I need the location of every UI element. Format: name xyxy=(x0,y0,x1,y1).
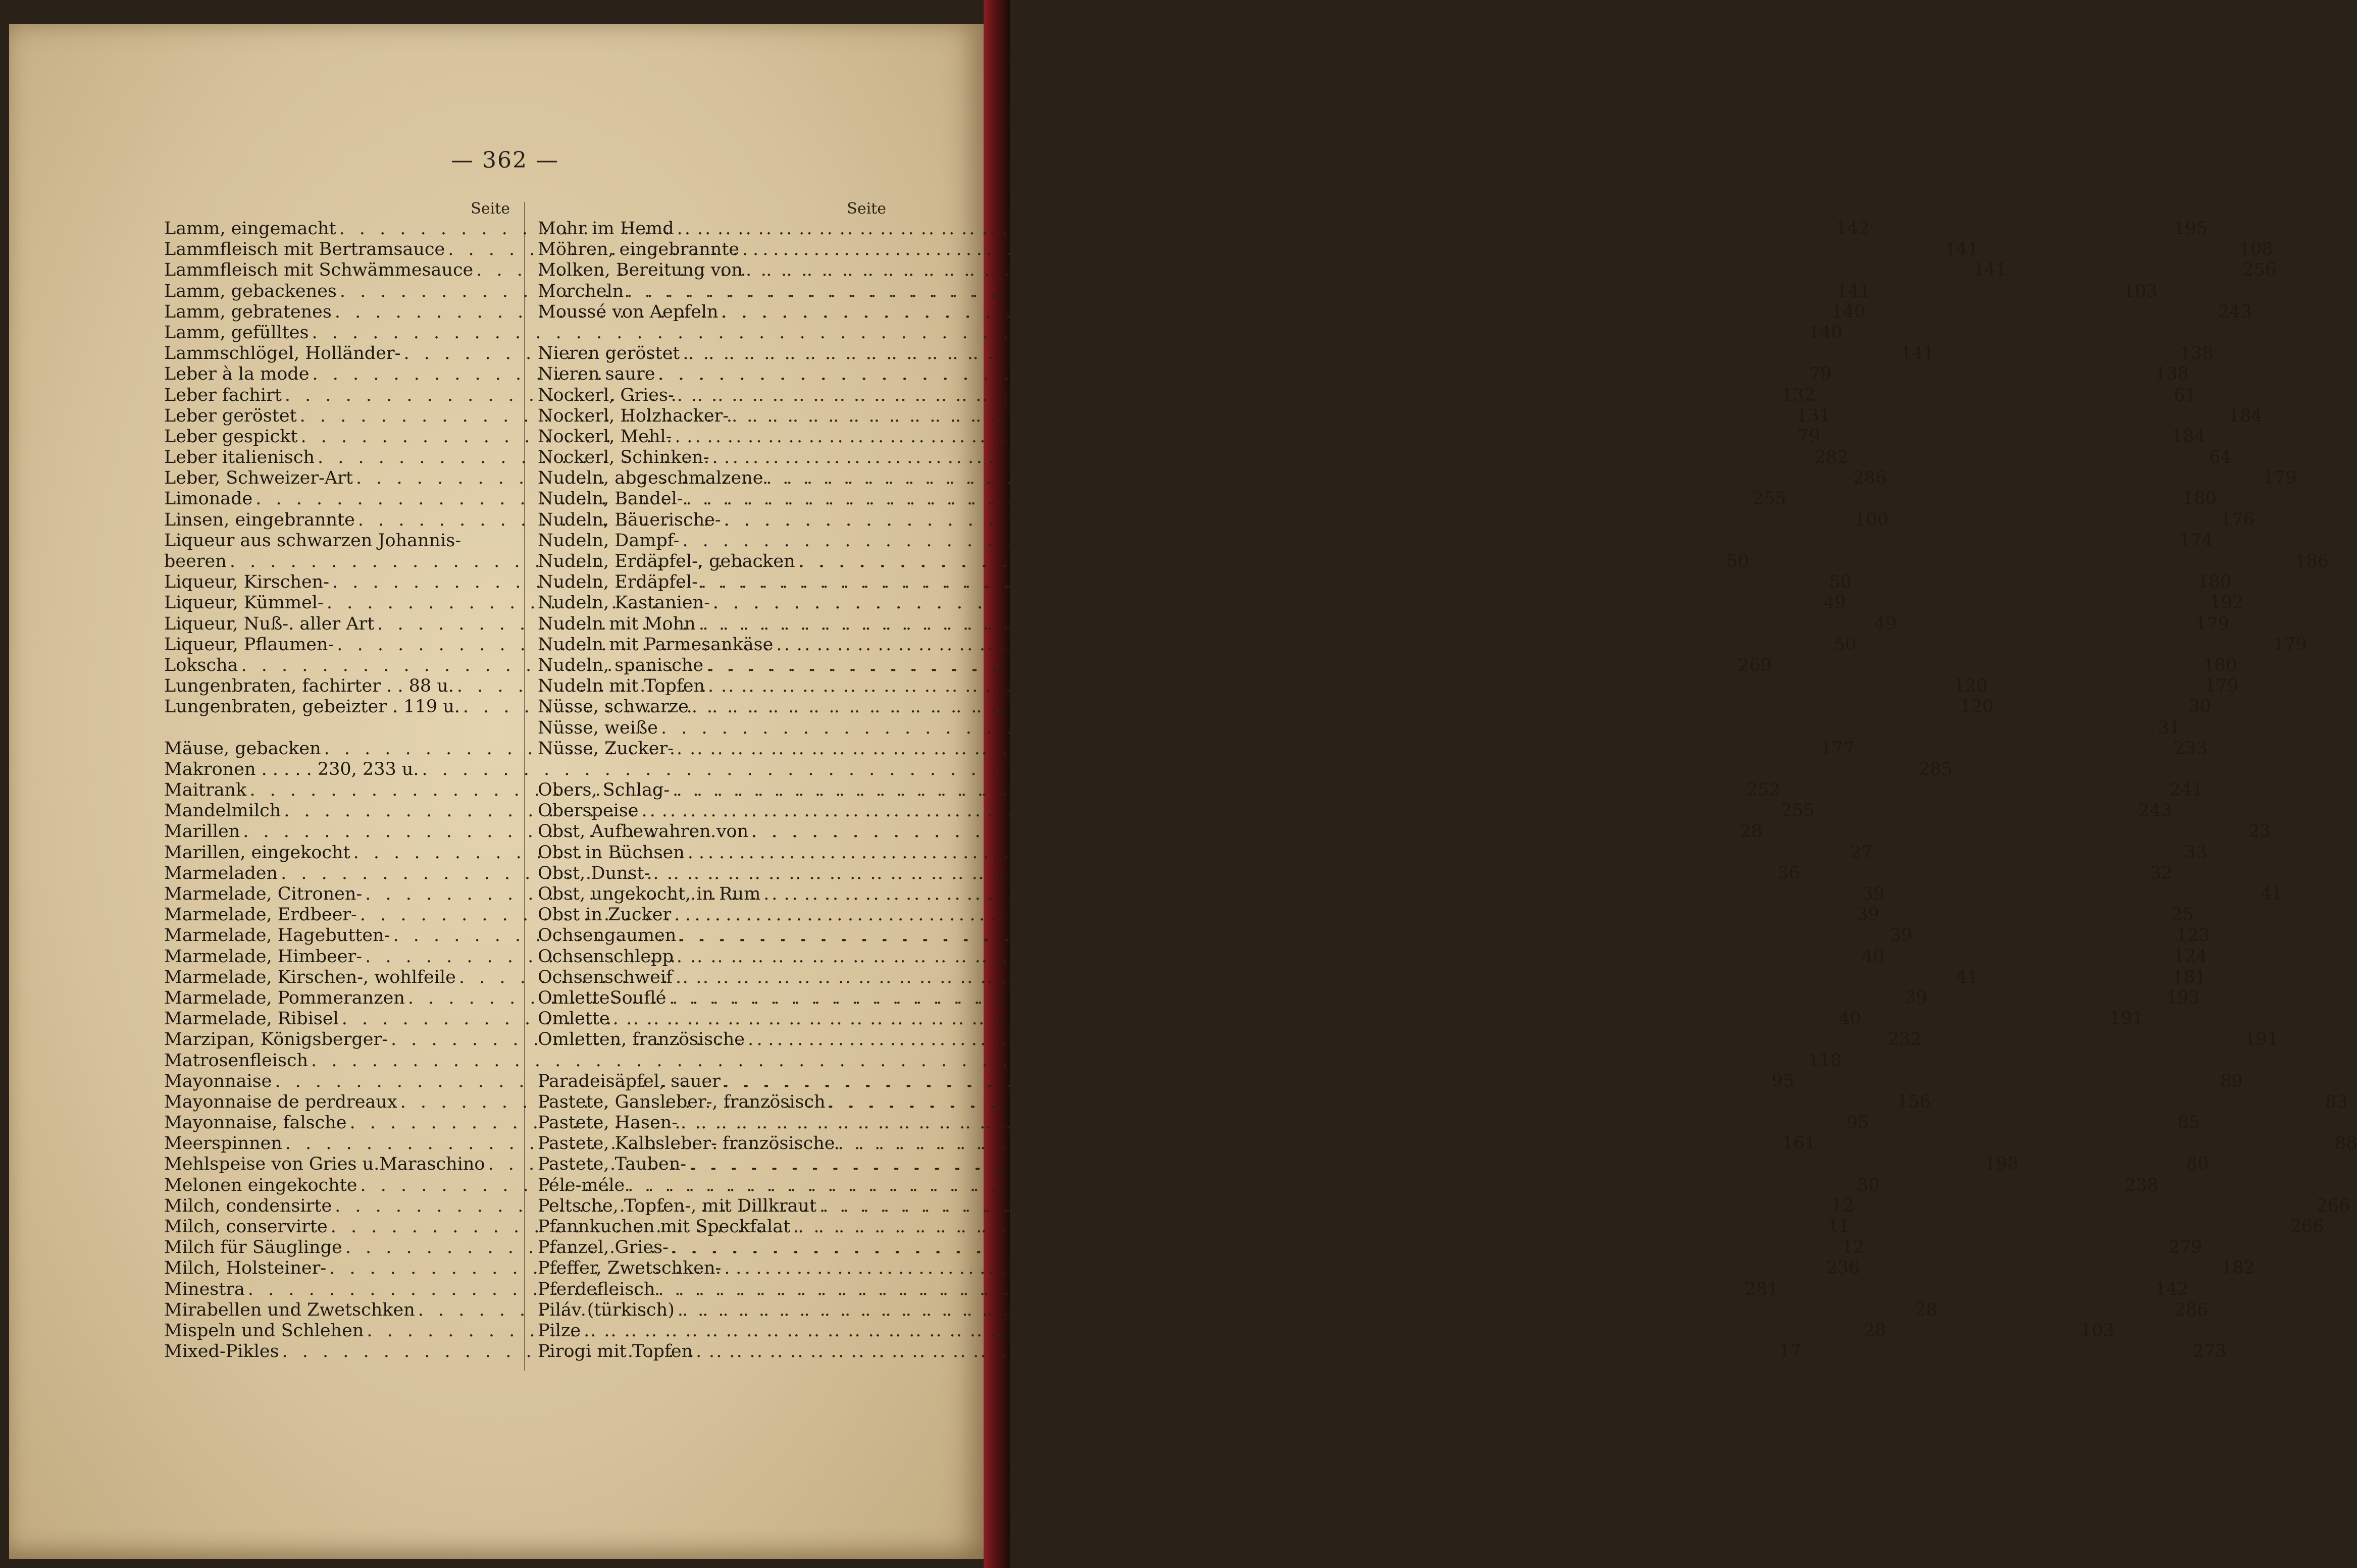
entry-page: 192 xyxy=(2210,593,2244,613)
entry-text: Nieren saure xyxy=(538,364,655,385)
entry-text: Leber, Schweizer-Art xyxy=(164,468,353,489)
dot-leader xyxy=(793,1217,2287,1237)
entry-page: 273 xyxy=(2192,1341,2227,1362)
dot-leader xyxy=(798,551,2292,572)
dot-leader xyxy=(677,219,2171,239)
entry-text: Nudeln mit Topfen xyxy=(538,676,705,697)
entry-text: Möhren, eingebrannte xyxy=(538,239,740,260)
dot-leader xyxy=(724,1071,2217,1092)
entry-text: Melonen eingekochte xyxy=(164,1175,357,1195)
index-entry xyxy=(164,1050,1842,1071)
dot-leader xyxy=(674,905,2168,925)
page-number: — 362 — xyxy=(451,147,559,173)
entry-page: 28 xyxy=(1739,821,1763,842)
entry-text: Lungenbraten, fachirter . . 88 u. xyxy=(164,676,454,697)
entry-text: Meerspinnen xyxy=(164,1133,282,1154)
entry-text: Lamm, eingemacht xyxy=(164,219,336,239)
entry-text: Obers, Schlag- xyxy=(538,780,670,801)
dot-leader xyxy=(838,1133,2331,1154)
entry-text: Limonade xyxy=(164,489,253,509)
entry-page: 232 xyxy=(1887,1029,1922,1050)
entry-page: 142 xyxy=(2155,1279,2189,1299)
entry-text: Mohr im Hemd xyxy=(538,219,674,239)
entry-page: 138 xyxy=(2155,364,2189,385)
entry-text: Marmelade, Hagebutten- xyxy=(164,925,390,946)
entry-page: 180 xyxy=(2197,572,2232,593)
dot-leader xyxy=(751,821,2245,842)
seite-header: Seite xyxy=(847,200,886,218)
entry-page: 141 xyxy=(1973,260,2007,281)
entry-page: 236 xyxy=(1826,1258,1860,1279)
entry-text: Marillen xyxy=(164,821,240,842)
entry-page: 131 xyxy=(1797,405,1830,426)
entry-text: Milch, condensirte xyxy=(164,1195,332,1216)
entry-page: 89 xyxy=(2220,1071,2243,1091)
entry-page: 161 xyxy=(1782,1133,1816,1154)
entry-text: Pastete, Hasen- xyxy=(538,1113,678,1133)
entry-page: 132 xyxy=(1781,385,1816,405)
entry-page: 174 xyxy=(2179,530,2213,551)
entry-page: 286 xyxy=(1853,468,1887,489)
entry-text: Marmelade, Erdbeer- xyxy=(164,905,357,925)
entry-text: Ochsengaumen xyxy=(538,925,677,946)
dot-leader xyxy=(584,1321,2077,1341)
entry-page: 281 xyxy=(1745,1279,1779,1299)
entry-text: Leber geröstet xyxy=(164,405,297,426)
dot-leader xyxy=(677,385,2171,406)
entry-text: Liqueur, Kümmel- xyxy=(164,593,324,613)
entry-text: Moussé von Aepfeln xyxy=(538,301,719,322)
entry-text: Marmeladen xyxy=(164,863,278,883)
entry-text: Lamm, gefülltes xyxy=(164,322,309,343)
entry-page: 177 xyxy=(1821,738,1855,759)
entry-page: 95 xyxy=(1846,1113,1869,1133)
entry-page: 123 xyxy=(2176,925,2210,946)
entry-page: 179 xyxy=(2273,634,2307,655)
entry-text: Piláv (türkisch) xyxy=(538,1299,675,1320)
entry-page: 83 xyxy=(2325,1091,2348,1112)
entry-page: 141 xyxy=(1944,239,1979,260)
index-entry xyxy=(164,322,1842,343)
entry-page: 50 xyxy=(1726,551,1749,571)
dot-leader xyxy=(613,1009,2107,1029)
section-gap xyxy=(538,759,886,780)
dot-leader xyxy=(658,1279,2151,1300)
section-gap xyxy=(538,1051,886,1071)
entry-text: Nudeln, Bandel- xyxy=(538,489,683,509)
entry-page: 243 xyxy=(2218,301,2252,322)
entry-text: Pfanzel, Gries- xyxy=(538,1237,669,1258)
entry-page: 88 xyxy=(2334,1133,2357,1154)
entry-text: Nudeln mit Mohn xyxy=(538,613,696,634)
entry-text: Leber fachirt xyxy=(164,385,282,405)
dot-leader xyxy=(748,1029,2241,1050)
dot-leader xyxy=(312,323,1805,343)
entry-page: 186 xyxy=(2295,551,2329,571)
entry-page: 142 xyxy=(1836,219,1870,239)
entry-page: 11 xyxy=(1827,1217,1850,1237)
entry-page: 32 xyxy=(2149,863,2173,883)
entry-text: Maitrank xyxy=(164,780,247,801)
entry-page: 17 xyxy=(1779,1341,1802,1362)
entry-page: 120 xyxy=(1954,676,1988,697)
entry-text: Marillen, eingekocht xyxy=(164,842,350,863)
entry-text: Mehlspeise von Gries u.Maraschino xyxy=(164,1154,485,1175)
dot-leader xyxy=(677,947,2170,967)
entry-page: 79 xyxy=(1797,426,1820,447)
entry-page: 30 xyxy=(2188,697,2211,717)
entry-page: 49 xyxy=(1874,613,1897,634)
dot-leader xyxy=(628,1175,2121,1196)
entry-text: Pastete, Kalbsleber- französische xyxy=(538,1133,835,1154)
entry-page: 241 xyxy=(2169,780,2204,801)
dot-leader xyxy=(688,843,2181,863)
entry-page: 103 xyxy=(2123,281,2158,301)
entry-page: 100 xyxy=(1855,509,1889,530)
section-gap xyxy=(164,718,510,739)
entry-text: Marmelade, Himbeer- xyxy=(164,946,363,967)
entry-page: 266 xyxy=(2316,1195,2350,1216)
entry-page: 41 xyxy=(1956,967,1978,987)
entry-page: 40 xyxy=(1838,1009,1861,1029)
entry-text: Milch für Säuglinge xyxy=(164,1237,342,1258)
entry-text: Pilze xyxy=(538,1320,581,1341)
entry-page: 79 xyxy=(1809,364,1832,385)
dot-leader xyxy=(675,427,2169,447)
entry-page: 238 xyxy=(2124,1175,2159,1195)
entry-text: Lungenbraten, gebeizter . 119 u. xyxy=(164,697,460,717)
dot-leader xyxy=(661,718,2155,739)
entry-page: 95 xyxy=(1771,1071,1795,1091)
entry-page: 27 xyxy=(1850,842,1873,863)
index-entry xyxy=(164,531,510,551)
entry-page: 118 xyxy=(1808,1050,1842,1071)
entry-page: 25 xyxy=(2171,905,2194,925)
dot-leader xyxy=(682,531,2176,551)
entry-page: 40 xyxy=(1862,946,1885,967)
entry-page: 176 xyxy=(2221,509,2254,530)
entry-page: 39 xyxy=(1905,987,1927,1008)
entry-text: Lammfleisch mit Bertramsauce xyxy=(164,239,445,260)
dot-leader xyxy=(712,447,2206,468)
entry-page: 39 xyxy=(1862,884,1885,904)
entry-text: Nockerl, Schinken- xyxy=(538,447,709,468)
dot-leader xyxy=(676,967,2169,988)
dot-leader xyxy=(669,988,2163,1009)
entry-text: Péle-méle xyxy=(538,1175,625,1195)
dot-leader xyxy=(658,364,2151,385)
dot-leader xyxy=(677,739,2170,759)
entry-text: Nieren geröstet xyxy=(538,343,680,364)
index-entry xyxy=(538,530,2213,551)
entry-page: 12 xyxy=(1831,1195,1855,1216)
dot-leader xyxy=(683,343,2176,364)
entry-text: Obst in Büchsen xyxy=(538,842,685,863)
dot-leader xyxy=(678,1300,2171,1321)
dot-leader xyxy=(742,239,2236,260)
entry-text: Obst, Dunst- xyxy=(538,863,650,883)
entry-page: 64 xyxy=(2209,447,2232,468)
entry-text: Leber à la mode xyxy=(164,364,310,385)
entry-text: Mayonnaise, falsche xyxy=(164,1113,347,1133)
entry-page: 252 xyxy=(1746,780,1780,801)
entry-page: 61 xyxy=(2174,385,2196,405)
entry-page: 140 xyxy=(1808,322,1842,343)
entry-page: 179 xyxy=(2195,613,2229,634)
entry-text: Nudeln, Erdäpfel- xyxy=(538,572,698,593)
entry-page: 31 xyxy=(2158,717,2181,738)
dot-leader xyxy=(724,510,2218,531)
entry-text: Lammfleisch mit Schwämmesauce xyxy=(164,260,474,281)
entry-text: Pferdefleisch xyxy=(538,1279,655,1299)
entry-text: Paradeisäpfel, sauer xyxy=(538,1071,721,1091)
dot-leader xyxy=(642,801,2135,821)
dot-leader xyxy=(746,260,2239,281)
entry-page: 285 xyxy=(1919,759,1953,779)
entry-text: Milch, Holsteiner- xyxy=(164,1258,327,1279)
entry-text: Mixed-Pikles xyxy=(164,1341,279,1362)
entry-text: Mayonnaise xyxy=(164,1071,272,1091)
entry-page: 179 xyxy=(2263,468,2297,489)
entry-page: 182 xyxy=(2221,1258,2255,1279)
entry-text: Nockerl, Gries- xyxy=(538,385,674,405)
dot-leader xyxy=(686,489,2180,509)
dot-leader xyxy=(732,406,2225,427)
entry-page: 255 xyxy=(1780,801,1815,821)
entry-text: Oberspeise xyxy=(538,801,639,821)
entry-text: Obst, Aufbewahren von xyxy=(538,821,749,842)
entry-text: Peltsche, Topfen-, mit Dillkraut xyxy=(538,1195,817,1216)
dot-leader xyxy=(724,1258,2218,1279)
entry-text: Nüsse, Zucker- xyxy=(538,738,674,759)
dot-leader xyxy=(311,1051,1805,1071)
entry-page: 279 xyxy=(2168,1237,2202,1258)
entry-text: Nüsse, weiße xyxy=(538,717,658,738)
entry-page: 12 xyxy=(1842,1237,1865,1258)
entry-text: Ochsenschlepp xyxy=(538,946,674,967)
entry-text: Linsen, eingebrannte xyxy=(164,509,355,530)
entry-text: Omlette xyxy=(538,1009,610,1029)
dot-leader xyxy=(699,614,2192,635)
entry-page: 286 xyxy=(2174,1299,2209,1320)
entry-text: Liqueur, Nuß-. aller Art xyxy=(164,613,375,634)
dot-leader xyxy=(706,655,2200,676)
entry-page: 184 xyxy=(2228,405,2263,426)
entry-page: 50 xyxy=(1833,634,1857,655)
entry-text: Mäuse, gebacken xyxy=(164,738,321,759)
entry-page: 180 xyxy=(2203,655,2237,675)
entry-page: 141 xyxy=(1900,343,1934,364)
entry-text: Nockerl, Mehl- xyxy=(538,426,672,447)
entry-page: 193 xyxy=(2166,987,2200,1008)
entry-text: Pirogi mit Topfen xyxy=(538,1341,693,1362)
dot-leader xyxy=(696,1341,2189,1362)
entry-text: Lamm, gebratenes xyxy=(164,301,332,322)
dot-leader xyxy=(763,884,2257,905)
entry-text: Nudeln mit Parmesankäse xyxy=(538,634,774,655)
section-gap xyxy=(538,323,886,343)
entry-page: 39 xyxy=(1889,925,1913,946)
entry-page: 282 xyxy=(1814,447,1849,468)
entry-page: 120 xyxy=(1960,697,1994,717)
entry-page: 138 xyxy=(2179,343,2214,364)
entry-text: Liqueur, Pflaumen- xyxy=(164,634,334,655)
entry-text: Liqueur, Kirschen- xyxy=(164,572,330,593)
index-entry xyxy=(164,759,1953,780)
entry-page: 28 xyxy=(1863,1320,1886,1341)
dot-leader xyxy=(722,302,2215,323)
entry-text: Mispeln und Schlehen xyxy=(164,1320,364,1341)
entry-text: Pastete, Gansleber-, französisch xyxy=(538,1091,826,1112)
entry-page: 80 xyxy=(2186,1154,2209,1175)
entry-page: 41 xyxy=(2260,884,2283,904)
dot-leader xyxy=(766,468,2260,489)
entry-text: Marmelade, Ribisel xyxy=(164,1009,339,1029)
dot-leader xyxy=(776,635,2270,655)
entry-text: Mandelmilch xyxy=(164,801,281,821)
seite-header: Seite xyxy=(471,200,510,218)
entry-text: Pfeffer, Zwetschken- xyxy=(538,1258,722,1279)
entry-text: Marzipan, Königsberger- xyxy=(164,1029,388,1050)
dot-leader xyxy=(713,593,2207,613)
entry-page: 28 xyxy=(1915,1299,1937,1320)
entry-text: Nudeln, Dampf- xyxy=(538,530,680,551)
entry-text: Leber gespickt xyxy=(164,426,298,447)
entry-text: Makronen . . . . . 230, 233 u. xyxy=(164,759,419,779)
entry-text: Lammschlögel, Holländer- xyxy=(164,343,401,364)
dot-leader xyxy=(627,281,2120,302)
dot-leader xyxy=(689,1154,2183,1175)
entry-text: Nüsse, schwarze xyxy=(538,697,689,717)
dot-leader xyxy=(679,925,2173,946)
entry-text: OmletteSouflé xyxy=(538,987,667,1008)
entry-text: Nudeln, abgeschmalzene xyxy=(538,468,763,489)
entry-text: Pfannkuchen mit Speckfalat xyxy=(538,1217,791,1237)
entry-page: 103 xyxy=(2080,1320,2115,1341)
index-entry xyxy=(538,717,2181,739)
entry-page: 140 xyxy=(1831,301,1866,322)
entry-text: Nudeln, Kastanien- xyxy=(538,593,710,613)
entry-page: 23 xyxy=(2248,821,2271,842)
entry-page: 195 xyxy=(2174,219,2208,239)
entry-page: 30 xyxy=(1857,1175,1880,1195)
index-entry xyxy=(538,1299,2209,1321)
entry-page: 179 xyxy=(2205,676,2239,697)
entry-text: Milch, conservirte xyxy=(164,1217,328,1237)
entry-text: Nockerl, Holzhacker- xyxy=(538,405,729,426)
entry-text: Minestra xyxy=(164,1279,245,1299)
entry-text: Lokscha xyxy=(164,655,238,675)
entry-page: 181 xyxy=(2172,967,2207,987)
entry-text: Mayonnaise de perdreaux xyxy=(164,1091,397,1112)
entry-text: Marmelade, Kirschen-, wohlfeile xyxy=(164,967,456,987)
entry-page: 156 xyxy=(1897,1091,1931,1112)
dot-leader xyxy=(701,572,2194,593)
entry-text: Ochsenschweif xyxy=(538,967,673,987)
entry-text: Obst in Zucker xyxy=(538,905,672,925)
dot-leader xyxy=(819,1196,2313,1217)
entry-page: 36 xyxy=(1777,863,1801,883)
entry-text: Lamm, gebackenes xyxy=(164,281,337,301)
entry-page: 180 xyxy=(2183,489,2217,509)
dot-leader xyxy=(829,1092,2322,1113)
entry-page: 256 xyxy=(2242,260,2277,281)
entry-text: Morcheln xyxy=(538,281,624,301)
entry-text: beeren xyxy=(164,551,227,571)
entry-page: 233 xyxy=(2173,738,2208,759)
entry-page: 141 xyxy=(1836,281,1871,301)
entry-page: 124 xyxy=(2173,946,2208,967)
entry-text: Nudeln, spanische xyxy=(538,655,704,675)
entry-page: 191 xyxy=(2244,1029,2279,1050)
entry-text: Matrosenfleisch xyxy=(164,1050,309,1071)
entry-page: 191 xyxy=(2110,1009,2143,1029)
entry-text: Leber italienisch xyxy=(164,447,315,468)
entry-page: 255 xyxy=(1752,489,1786,509)
entry-text: Nudeln, Bäuerische- xyxy=(538,509,721,530)
entry-text: Pastete, Tauben- xyxy=(538,1154,687,1175)
entry-page: 269 xyxy=(1737,655,1772,675)
entry-text: Obst, ungekocht, in Rum xyxy=(538,884,761,904)
dot-leader xyxy=(673,780,2166,801)
entry-page: 33 xyxy=(2184,842,2207,863)
dot-leader xyxy=(672,1237,2165,1258)
dot-leader xyxy=(681,1113,2174,1133)
dot-leader xyxy=(692,697,2185,717)
entry-text: Marmelade, Citronen- xyxy=(164,884,363,904)
entry-page: 266 xyxy=(2290,1217,2324,1237)
entry-page: 184 xyxy=(2171,426,2206,447)
entry-page: 49 xyxy=(1823,593,1846,613)
entry-page: 50 xyxy=(1829,572,1852,593)
entry-text: Molken, Bereitung von xyxy=(538,260,743,281)
entry-page: 85 xyxy=(2177,1113,2200,1133)
entry-text: Marmelade, Pommeranzen xyxy=(164,987,405,1008)
entry-page: 198 xyxy=(1984,1154,2019,1175)
entry-page: 39 xyxy=(1857,905,1879,925)
entry-page: 108 xyxy=(2239,239,2273,260)
entry-text: Mirabellen und Zwetschken xyxy=(164,1299,415,1320)
entry-text: Omletten, französische xyxy=(538,1029,745,1050)
dot-leader xyxy=(708,676,2201,697)
entry-text: Liqueur aus schwarzen Johannis- xyxy=(164,530,462,551)
entry-text: Nudeln, Erdäpfel-, gebacken xyxy=(538,551,795,571)
dot-leader xyxy=(653,863,2146,884)
entry-page: 243 xyxy=(2138,801,2172,821)
